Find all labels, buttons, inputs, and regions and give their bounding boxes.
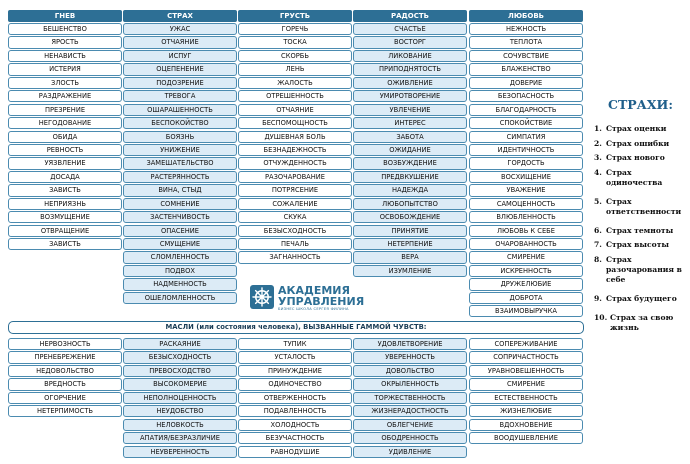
- emotion-cell: ОТЧАЯНИЕ: [123, 36, 237, 48]
- emotion-cell: ВОЗБУЖДЕНИЕ: [353, 157, 467, 169]
- emotion-cell: БЕШЕНСТВО: [8, 23, 122, 35]
- fear-text: Страх нового: [606, 153, 665, 162]
- fear-text: Страх одиночества: [606, 167, 663, 187]
- state-cell: ПРЕВОСХОДСТВО: [123, 365, 237, 377]
- emotion-cell: НЕГОДОВАНИЕ: [8, 117, 122, 129]
- emotion-cell: ДОБРОТА: [469, 292, 583, 304]
- states-banner: МАСЛИ (или состояния человека), ВЫЗВАННЫЕ ГАММОЙ ЧУВСТВ:: [8, 321, 584, 334]
- state-cell: НЕПОЛНОЦЕННОСТЬ: [123, 392, 237, 404]
- emotion-cell: ЛИКОВАНИЕ: [353, 50, 467, 62]
- emotion-cell: БЕЗЫСХОДНОСТЬ: [238, 225, 352, 237]
- emotion-cell: ИСПУГ: [123, 50, 237, 62]
- state-cell: НЕРВОЗНОСТЬ: [8, 338, 122, 350]
- emotion-cell: ОЦЕПЕНЕНИЕ: [123, 63, 237, 75]
- emotion-cell: ОТЧАЯНИЕ: [238, 104, 352, 116]
- emotion-cell: СПОКОЙСТВИЕ: [469, 117, 583, 129]
- emotion-cell: БЛАГОДАРНОСТЬ: [469, 104, 583, 116]
- emotion-cell: БЕЗНАДЕЖНОСТЬ: [238, 144, 352, 156]
- state-cell: НЕУВЕРЕННОСТЬ: [123, 446, 237, 458]
- emotion-cell: ВОСХИЩЕНИЕ: [469, 171, 583, 183]
- fear-text: Страх разочарования в себе: [606, 254, 682, 284]
- state-cell: ОБЛЕГЧЕНИЕ: [353, 419, 467, 431]
- state-cell: ОГОРЧЕНИЕ: [8, 392, 122, 404]
- emotion-cell: ЯРОСТЬ: [8, 36, 122, 48]
- state-cell: ХОЛОДНОСТЬ: [238, 419, 352, 431]
- emotion-column: [469, 10, 583, 319]
- fear-item: [594, 197, 690, 217]
- emotion-cell: ЗАСТЕНЧИВОСТЬ: [123, 211, 237, 223]
- state-cell: УДИВЛЕНИЕ: [353, 446, 467, 458]
- fear-item: [594, 168, 690, 188]
- emotion-cell: ОЖИВЛЕНИЕ: [353, 77, 467, 89]
- emotion-cell: ТОСКА: [238, 36, 352, 48]
- fear-number: 9.: [594, 293, 602, 303]
- emotion-cell: ТРЕВОГА: [123, 90, 237, 102]
- emotion-cell: ЗАГНАННОСТЬ: [238, 251, 352, 263]
- logo-subtitle: БИЗНЕС ШКОЛА СЕРГЕЯ ФИЛИНА: [278, 307, 349, 311]
- emotion-cell: БЕЗОПАСНОСТЬ: [469, 90, 583, 102]
- state-cell: РАВНОДУШИЕ: [238, 446, 352, 458]
- state-cell: УДОВЛЕТВОРЕНИЕ: [353, 338, 467, 350]
- fear-number: 4.: [594, 167, 602, 177]
- emotion-cell: УНИЖЕНИЕ: [123, 144, 237, 156]
- emotion-column: [123, 10, 237, 305]
- emotion-cell: РАСТЕРЯННОСТЬ: [123, 171, 237, 183]
- emotion-cell: СОМНЕНИЕ: [123, 198, 237, 210]
- emotion-column-header: ГНЕВ: [8, 10, 122, 22]
- emotion-cell: ОШЕЛОМЛЕННОСТЬ: [123, 292, 237, 304]
- emotion-cell: ЛЮБОВЬ К СЕБЕ: [469, 225, 583, 237]
- state-cell: ЕСТЕСТВЕННОСТЬ: [469, 392, 583, 404]
- emotion-cell: ИЗУМЛЕНИЕ: [353, 265, 467, 277]
- fear-number: 5.: [594, 196, 602, 206]
- state-cell: ЖИЗНЕРАДОСТНОСТЬ: [353, 405, 467, 417]
- emotion-cell: УЖАС: [123, 23, 237, 35]
- fear-item: [594, 226, 690, 236]
- state-cell: ЖИЗНЕЛЮБИЕ: [469, 405, 583, 417]
- state-cell: ОДИНОЧЕСТВО: [238, 378, 352, 390]
- fear-text: Страх высоты: [606, 240, 670, 249]
- state-cell: НЕЛОВКОСТЬ: [123, 419, 237, 431]
- emotion-cell: ЗАБОТА: [353, 131, 467, 143]
- fear-text: Страх ответственности: [606, 196, 682, 216]
- state-column: [353, 338, 467, 459]
- emotion-cell: ОПАСЕНИЕ: [123, 225, 237, 237]
- state-cell: ОТВЕРЖЕННОСТЬ: [238, 392, 352, 404]
- emotion-column-header: СТРАХ: [123, 10, 237, 22]
- fear-number: 3.: [594, 153, 602, 162]
- emotion-cell: СЛОМЛЕННОСТЬ: [123, 251, 237, 263]
- state-cell: ОКРЫЛЕННОСТЬ: [353, 378, 467, 390]
- fears-list: [594, 124, 690, 342]
- state-cell: ВЫСОКОМЕРИЕ: [123, 378, 237, 390]
- emotion-cell: ВЗАИМОВЫРУЧКА: [469, 305, 583, 317]
- fear-item: [594, 313, 690, 333]
- fears-title: СТРАХИ:: [608, 97, 673, 112]
- emotion-cell: НЕПРИЯЗНЬ: [8, 198, 122, 210]
- emotion-cell: ВИНА, СТЫД: [123, 184, 237, 196]
- emotion-cell: РАЗОЧАРОВАНИЕ: [238, 171, 352, 183]
- emotion-cell: ДРУЖЕЛЮБИЕ: [469, 278, 583, 290]
- state-column: [469, 338, 583, 446]
- emotion-cell: ОТРЕШЕННОСТЬ: [238, 90, 352, 102]
- state-cell: СОПЕРЕЖИВАНИЕ: [469, 338, 583, 350]
- state-cell: НЕДОВОЛЬСТВО: [8, 365, 122, 377]
- emotion-cell: РАЗДРАЖЕНИЕ: [8, 90, 122, 102]
- fear-item: [594, 240, 690, 250]
- fear-item: [594, 139, 690, 149]
- state-cell: СОПРИЧАСТНОСТЬ: [469, 351, 583, 363]
- fear-text: Страх за свою жизнь: [610, 312, 674, 332]
- emotion-cell: НАДМЕННОСТЬ: [123, 278, 237, 290]
- emotion-cell: УМИРОТВОРЕНИЕ: [353, 90, 467, 102]
- state-cell: БЕЗЫСХОДНОСТЬ: [123, 351, 237, 363]
- emotion-cell: ИНТЕРЕС: [353, 117, 467, 129]
- emotion-cell: ЗАМЕШАТЕЛЬСТВО: [123, 157, 237, 169]
- emotion-cell: НАДЕЖДА: [353, 184, 467, 196]
- emotion-cell: БОЯЗНЬ: [123, 131, 237, 143]
- state-cell: ОБОДРЕННОСТЬ: [353, 432, 467, 444]
- emotion-cell: ЛЕНЬ: [238, 63, 352, 75]
- emotion-cell: ЖАЛОСТЬ: [238, 77, 352, 89]
- emotion-cell: ПРЕДВКУШЕНИЕ: [353, 171, 467, 183]
- emotion-cell: БЕСПОКОЙСТВО: [123, 117, 237, 129]
- emotion-cell: НЕТЕРПЕНИЕ: [353, 238, 467, 250]
- emotion-cell: ТЕПЛОТА: [469, 36, 583, 48]
- emotion-cell: ДОСАДА: [8, 171, 122, 183]
- emotion-cell: ПРИНЯТИЕ: [353, 225, 467, 237]
- emotion-cell: САМОЦЕННОСТЬ: [469, 198, 583, 210]
- state-cell: ТУПИК: [238, 338, 352, 350]
- logo-line-1: АКАДЕМИЯ: [278, 284, 350, 297]
- emotion-cell: ОЖИДАНИЕ: [353, 144, 467, 156]
- emotion-column: [353, 10, 467, 278]
- emotion-cell: СМИРЕНИЕ: [469, 251, 583, 263]
- fear-item: [594, 124, 690, 134]
- emotion-cell: ОШАРАШЕННОСТЬ: [123, 104, 237, 116]
- emotion-cell: ПОТРЯСЕНИЕ: [238, 184, 352, 196]
- emotion-cell: ПОДОЗРЕНИЕ: [123, 77, 237, 89]
- fear-number: 6.: [594, 225, 602, 235]
- state-cell: НЕУДОБСТВО: [123, 405, 237, 417]
- state-cell: ВООДУШЕВЛЕНИЕ: [469, 432, 583, 444]
- emotion-column-header: ГРУСТЬ: [238, 10, 352, 22]
- emotion-cell: СОЖАЛЕНИЕ: [238, 198, 352, 210]
- state-cell: НЕТЕРПИМОСТЬ: [8, 405, 122, 417]
- emotion-cell: ИСТЕРИЯ: [8, 63, 122, 75]
- fear-text: Страх темноты: [606, 225, 674, 235]
- fear-text: Страх будущего: [606, 293, 677, 303]
- emotion-cell: УЯЗВЛЕНИЕ: [8, 157, 122, 169]
- fear-number: 2.: [594, 138, 602, 148]
- state-cell: ДОВОЛЬСТВО: [353, 365, 467, 377]
- ship-wheel-icon: [250, 285, 274, 309]
- emotion-cell: ВОСТОРГ: [353, 36, 467, 48]
- state-cell: ТОРЖЕСТВЕННОСТЬ: [353, 392, 467, 404]
- state-cell: УВЕРЕННОСТЬ: [353, 351, 467, 363]
- state-cell: АПАТИЯ/БЕЗРАЗЛИЧИЕ: [123, 432, 237, 444]
- fear-number: 7.: [594, 240, 602, 249]
- state-column: [123, 338, 237, 459]
- state-cell: ПРИНУЖДЕНИЕ: [238, 365, 352, 377]
- emotion-column: [8, 10, 122, 251]
- emotion-cell: ОБИДА: [8, 131, 122, 143]
- state-cell: ПРЕНЕБРЕЖЕНИЕ: [8, 351, 122, 363]
- emotion-cell: РЕВНОСТЬ: [8, 144, 122, 156]
- fear-number: 1.: [594, 124, 602, 133]
- emotion-cell: ВЕРА: [353, 251, 467, 263]
- fear-number: 10.: [594, 312, 608, 322]
- fear-text: Страх ошибки: [606, 138, 670, 148]
- fear-item: [594, 255, 690, 285]
- emotion-cell: БЛАЖЕНСТВО: [469, 63, 583, 75]
- state-cell: УСТАЛОСТЬ: [238, 351, 352, 363]
- emotion-cell: ВОЗМУЩЕНИЕ: [8, 211, 122, 223]
- emotion-cell: СЧАСТЬЕ: [353, 23, 467, 35]
- state-cell: ПОДАВЛЕННОСТЬ: [238, 405, 352, 417]
- emotion-cell: НЕЖНОСТЬ: [469, 23, 583, 35]
- emotion-cell: НЕНАВИСТЬ: [8, 50, 122, 62]
- fear-text: Страх оценки: [606, 124, 667, 133]
- emotion-cell: ОТВРАЩЕНИЕ: [8, 225, 122, 237]
- emotion-cell: ПРИПОДНЯТОСТЬ: [353, 63, 467, 75]
- emotion-cell: ИДЕНТИЧНОСТЬ: [469, 144, 583, 156]
- emotion-cell: УВЛЕЧЕНИЕ: [353, 104, 467, 116]
- state-cell: СМИРЕНИЕ: [469, 378, 583, 390]
- emotion-cell: СКОРБЬ: [238, 50, 352, 62]
- state-cell: РАСКАЯНИЕ: [123, 338, 237, 350]
- emotion-cell: ДУШЕВНАЯ БОЛЬ: [238, 131, 352, 143]
- emotion-column-header: РАДОСТЬ: [353, 10, 467, 22]
- emotion-cell: УВАЖЕНИЕ: [469, 184, 583, 196]
- emotion-cell: СМУЩЕНИЕ: [123, 238, 237, 250]
- fear-item: [594, 294, 690, 304]
- academy-logo: [250, 283, 370, 313]
- emotion-cell: ПЕЧАЛЬ: [238, 238, 352, 250]
- emotion-cell: ВЛЮБЛЕННОСТЬ: [469, 211, 583, 223]
- emotion-column: [238, 10, 352, 265]
- state-cell: ВРЕДНОСТЬ: [8, 378, 122, 390]
- fear-item: [594, 153, 690, 163]
- emotion-cell: БЕСПОМОЩНОСТЬ: [238, 117, 352, 129]
- state-cell: БЕЗУЧАСТНОСТЬ: [238, 432, 352, 444]
- emotion-cell: ОТЧУЖДЕННОСТЬ: [238, 157, 352, 169]
- emotion-cell: ДОВЕРИЕ: [469, 77, 583, 89]
- emotion-cell: ГОРЕЧЬ: [238, 23, 352, 35]
- state-column: [238, 338, 352, 459]
- emotion-cell: СИМПАТИЯ: [469, 131, 583, 143]
- state-cell: УРАВНОВЕШЕННОСТЬ: [469, 365, 583, 377]
- state-column: [8, 338, 122, 419]
- emotion-cell: ЗАВИСТЬ: [8, 184, 122, 196]
- emotion-cell: ЗАВИСТЬ: [8, 238, 122, 250]
- emotion-cell: ГОРДОСТЬ: [469, 157, 583, 169]
- emotion-column-header: ЛЮБОВЬ: [469, 10, 583, 22]
- emotion-cell: ЗЛОСТЬ: [8, 77, 122, 89]
- state-cell: ВДОХНОВЕНИЕ: [469, 419, 583, 431]
- emotion-cell: ПОДВОХ: [123, 265, 237, 277]
- emotion-cell: ИСКРЕННОСТЬ: [469, 265, 583, 277]
- logo-line-2: УПРАВЛЕНИЯ: [278, 295, 365, 308]
- emotion-cell: ПРЕЗРЕНИЕ: [8, 104, 122, 116]
- emotion-cell: ОСВОБОЖДЕНИЕ: [353, 211, 467, 223]
- emotion-cell: ОЧАРОВАННОСТЬ: [469, 238, 583, 250]
- emotion-cell: СОЧУВСТВИЕ: [469, 50, 583, 62]
- emotion-cell: СКУКА: [238, 211, 352, 223]
- emotion-cell: ЛЮБОПЫТСТВО: [353, 198, 467, 210]
- fear-number: 8.: [594, 254, 602, 264]
